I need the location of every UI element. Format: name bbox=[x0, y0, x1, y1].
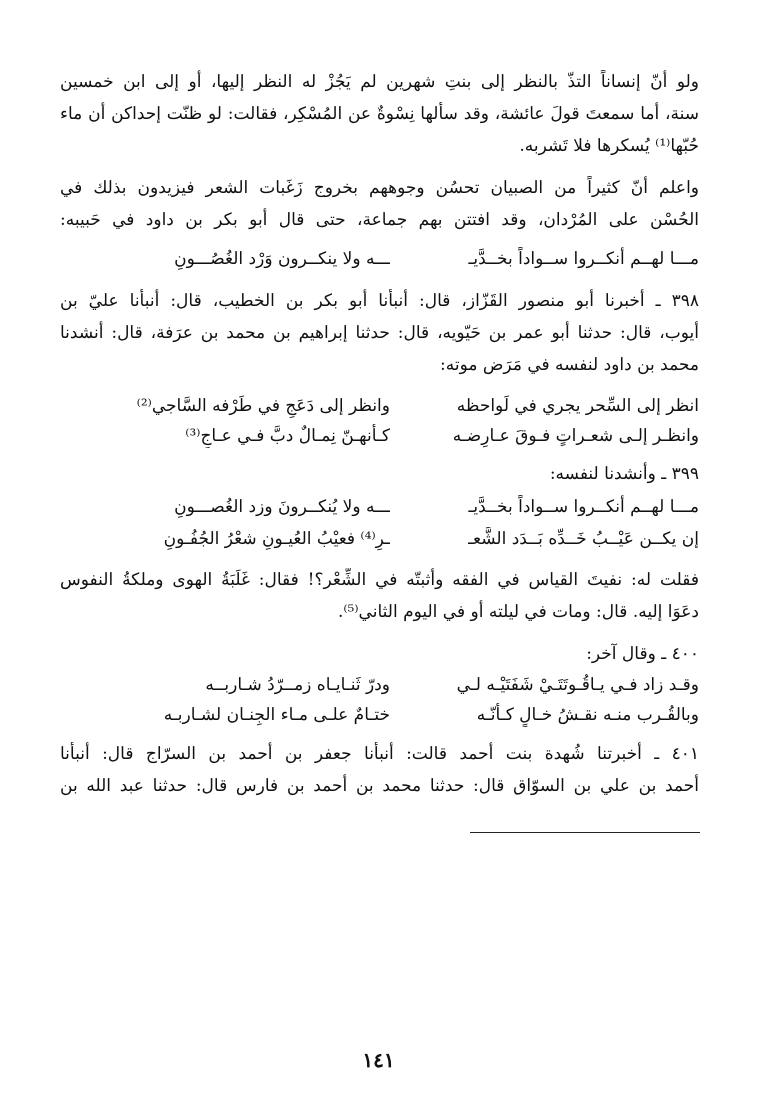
body-line: ولو أنّ إنساناً التذّ بالنظر إلى بنتِ شهرين لم يَجُزْ له النظر إليها، أو إلى ابن خمسين bbox=[60, 72, 699, 92]
verse-hemistich-left: ختـامٌ علـى مـاء الجِنـان لشـاربـه bbox=[163, 705, 390, 725]
body-line: سنة، أما سمعتَ قولَ عائشة، وقد سألها نِسْوةٌ عن المُسْكِر، فقالت: لو ظنّت إحداكن أن ماء bbox=[60, 104, 699, 124]
body-line: ٣٩٨ ـ أخبرنا أبو منصور القَزّاز، قال: أنبأنا أبو بكر بن الخطيب، قال: أنبأنا عليّ بن bbox=[60, 291, 699, 311]
body-line: ٤٠١ ـ أخبرتنا شُهدة بنت أحمد قالت: أنبأنا جعفر بن أحمد بن السرّاج قال: أنبأنا bbox=[60, 744, 699, 764]
body-line: الحُسْن على المُرْدان، وقد افتتن بهم جماعة، حتى قال أبو بكر بن داود في حَبيبه: bbox=[60, 210, 699, 230]
body-line: حُبّها⁽¹⁾ يُسكرها فلا تَشربه. bbox=[519, 136, 699, 156]
verse-hemistich-left: كـأنهـنّ نِمـالٌ دبَّ فـي عـاجِ⁽³⁾ bbox=[185, 426, 390, 446]
body-line: ٣٩٩ ـ وأنشدنا لنفسه: bbox=[549, 464, 699, 484]
body-line: دعَوَا إليه. قال: ومات في ليلته أو في اليوم الثاني⁽⁵⁾. bbox=[337, 602, 699, 622]
body-line: أحمد بن علي بن السوّاق قال: حدثنا محمد بن أحمد بن فارس قال: حدثنا عبد الله بن bbox=[60, 776, 699, 796]
verse-hemistich-right: وقـد زاد فـي يـاقُـوتَتَـيْ شَفَتَيْـه لـي bbox=[456, 675, 699, 695]
body-line: أيوب، قال: حدثنا أبو عمر بن حَيّويه، قال: حدثنا إبراهيم بن محمد بن عرَفة، قال: أنشدنا bbox=[60, 323, 699, 343]
verse-hemistich-right: مـــا لهــم أنكــروا ســواداً بخــدَّيـ bbox=[468, 249, 699, 269]
verse-hemistich-right: وانظـر إلـى شعـراتٍ فـوقَ عـارِضـه bbox=[452, 426, 699, 446]
verse-hemistich-left: ـــه ولا ينكــرون وَرْد الغُصُـــونِ bbox=[174, 249, 390, 269]
verse-hemistich-right: وبالقُـرب منـه نقـشُ خـالٍ كـأنّـه bbox=[476, 705, 699, 725]
verse-hemistich-left: ـرِ⁽⁴⁾ فعيْبُ العُيـونِ شعْرُ الجُفُـونِ bbox=[163, 529, 390, 549]
verse-hemistich-right: انظر إلى السِّحر يجري في لَواحظه bbox=[456, 396, 699, 416]
body-line: واعلم أنّ كثيراً من الصبيان تحسُن وجوههم بخروج زَغَبات الشعر فيزيدون بذلك في bbox=[60, 178, 699, 198]
verse-hemistich-left: ودرّ ثَنـايـاه زمــرّدُ شـاربــه bbox=[205, 675, 390, 695]
verse-hemistich-right: إن يكــن عَيْــبُ خَــدِّه بَــدَد الشَّعـ bbox=[468, 529, 699, 549]
body-line: ٤٠٠ ـ وقال آخر: bbox=[586, 644, 699, 664]
footnote-separator bbox=[470, 832, 700, 833]
verse-hemistich-left: ـــه ولا يُنكــرونَ وزد الغُصـــونِ bbox=[174, 497, 390, 517]
verse-hemistich-left: وانظر إلى دَعَجٍ في طَرْفه السَّاجي⁽²⁾ bbox=[136, 396, 390, 416]
body-line: محمد بن داود لنفسه في مَرَض موته: bbox=[440, 355, 699, 375]
verse-hemistich-right: مـــا لهــم أنكــروا ســواداً بخــدَّيـ bbox=[468, 497, 699, 517]
body-line: فقلت له: نفيتَ القياس في الفقه وأثبتّه في الشِّعْر؟! فقال: غَلَبَةُ الهوى وملكةُ النفوس bbox=[60, 570, 699, 590]
page-number: ١٤١ bbox=[362, 1048, 395, 1072]
